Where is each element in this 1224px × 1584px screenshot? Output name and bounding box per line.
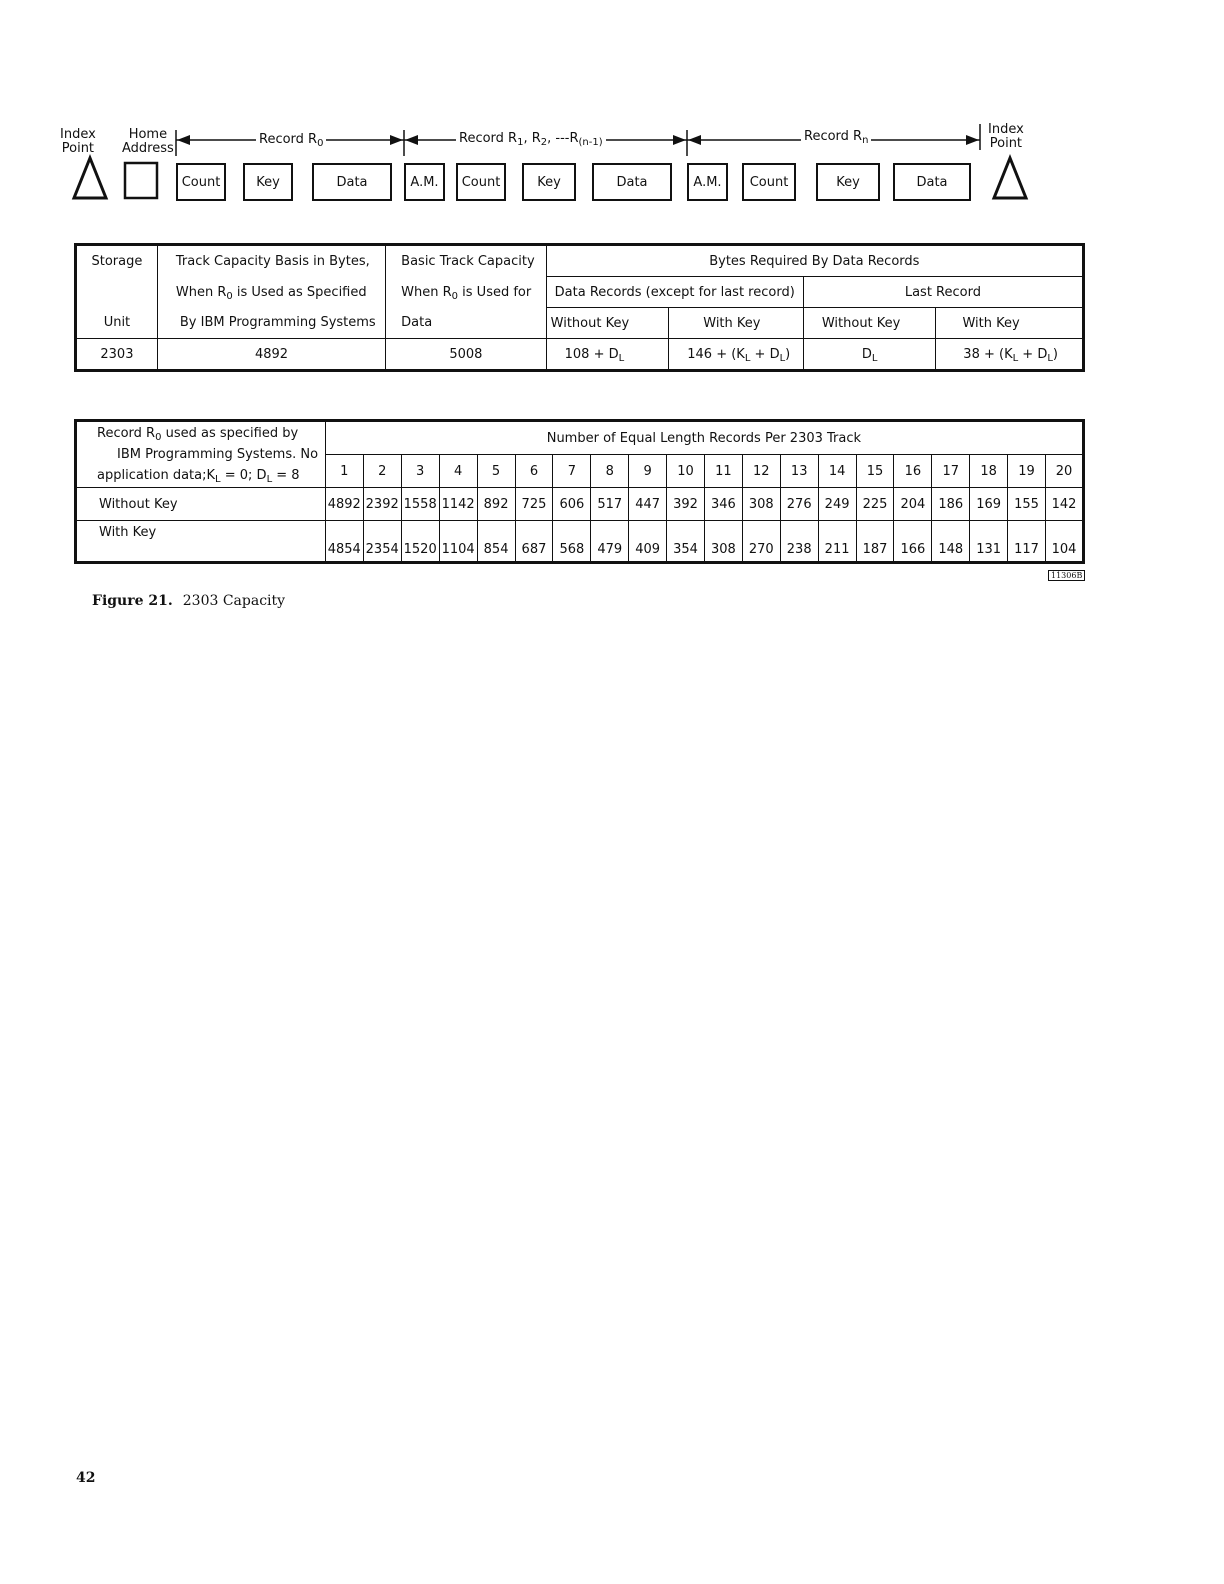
- without-key-cell: 517: [591, 488, 629, 521]
- without-key-cell: 1558: [401, 488, 439, 521]
- with-key-cell: 2354: [363, 521, 401, 563]
- figure-caption: [92, 593, 285, 609]
- am-box-rn: A.M.: [687, 163, 728, 201]
- record-count-cell: 8: [591, 455, 629, 488]
- without-key-cell: 725: [515, 488, 553, 521]
- cell-dr-with-key: $146 + (K_L + D_L)$: [669, 339, 804, 371]
- index-triangle-left-icon: [74, 158, 106, 198]
- header-basic-1: Basic Track Capacity: [386, 245, 546, 277]
- header-bytes-required: Bytes Required By Data Records: [546, 245, 1083, 277]
- without-key-cell: 892: [477, 488, 515, 521]
- cell-unit: 2303: [76, 339, 158, 371]
- index-point-left-label: Index Point: [60, 127, 96, 156]
- record-count-cell: 2: [363, 455, 401, 488]
- without-key-cell: 169: [970, 488, 1008, 521]
- record-count-cell: 17: [932, 455, 970, 488]
- with-key-cell: 238: [780, 521, 818, 563]
- record-count-cell: 3: [401, 455, 439, 488]
- without-key-cell: 447: [629, 488, 667, 521]
- with-key-cell: 1104: [439, 521, 477, 563]
- without-key-cell: 225: [856, 488, 894, 521]
- record-count-cell: 20: [1045, 455, 1083, 488]
- record-count-cell: 4: [439, 455, 477, 488]
- without-key-cell: 2392: [363, 488, 401, 521]
- track-capacity-table: [74, 243, 1085, 372]
- without-key-cell: 1142: [439, 488, 477, 521]
- without-key-cell: 204: [894, 488, 932, 521]
- header-unit: Unit: [76, 308, 158, 339]
- without-key-cell: 346: [704, 488, 742, 521]
- record-count-cell: 11: [704, 455, 742, 488]
- header-track-basis-3: By IBM Programming Systems: [157, 308, 385, 339]
- without-key-cell: 142: [1045, 488, 1083, 521]
- cell-lr-with-key: $38 + (K_L + D_L)$: [936, 339, 1084, 371]
- record-count-cell: 14: [818, 455, 856, 488]
- home-address-label: Home Address: [122, 127, 174, 156]
- figure-number: Figure 21.: [92, 593, 173, 609]
- data-box-r1: Data: [592, 163, 672, 201]
- record-count-cell: 13: [780, 455, 818, 488]
- key-box-r0: Key: [243, 163, 293, 201]
- without-key-cell: 606: [553, 488, 591, 521]
- without-key-cell: 155: [1008, 488, 1046, 521]
- with-key-cell: 148: [932, 521, 970, 563]
- count-box-rn: Count: [742, 163, 796, 201]
- page-number: 42: [76, 1470, 96, 1486]
- without-key-cell: 276: [780, 488, 818, 521]
- with-key-cell: 270: [742, 521, 780, 563]
- index-triangle-right-icon: [994, 158, 1026, 198]
- header-dr-with-key: With Key: [669, 308, 804, 339]
- record-count-cell: 7: [553, 455, 591, 488]
- without-key-cell: 392: [667, 488, 705, 521]
- record-count-cell: 12: [742, 455, 780, 488]
- cell-track-basis: 4892: [157, 339, 385, 371]
- with-key-cell: 131: [970, 521, 1008, 563]
- cell-dr-without-key: $108 + D_L$: [546, 339, 669, 371]
- with-key-cell: 409: [629, 521, 667, 563]
- record-count-cell: 16: [894, 455, 932, 488]
- header-dr-without-key: Without Key: [546, 308, 669, 339]
- index-point-right-label: Index Point: [988, 122, 1024, 151]
- records-header-note: Record $R_0$ used as specified by IBM Programming Systems. No application $data;K_L = 0$; $D_L = 8$: [76, 421, 326, 488]
- with-key-cell: 117: [1008, 521, 1046, 563]
- am-box-r1: A.M.: [404, 163, 445, 201]
- with-key-row: [76, 521, 1084, 563]
- record-count-cell: 18: [970, 455, 1008, 488]
- track-format-diagram: [60, 118, 1150, 218]
- without-key-cell: 186: [932, 488, 970, 521]
- with-key-cell: 354: [667, 521, 705, 563]
- record-count-cell: 1: [325, 455, 363, 488]
- with-key-cell: 479: [591, 521, 629, 563]
- with-key-cell: 166: [894, 521, 932, 563]
- header-track-basis-1: Track Capacity Basis in Bytes,: [157, 245, 385, 277]
- without-key-cell: 249: [818, 488, 856, 521]
- without-key-label: Without Key: [76, 488, 326, 521]
- with-key-cell: 104: [1045, 521, 1083, 563]
- with-key-cell: 568: [553, 521, 591, 563]
- header-storage: Storage: [76, 245, 158, 277]
- key-box-rn: Key: [816, 163, 880, 201]
- header-track-basis-2: When $R_0$ is Used as Specified: [157, 277, 385, 308]
- range-record-rn: Record $R_n$: [801, 129, 871, 144]
- header-last-record: Last Record: [803, 277, 1083, 308]
- without-key-cell: 308: [742, 488, 780, 521]
- header-lr-with-key: With Key: [936, 308, 1084, 339]
- with-key-cell: 1520: [401, 521, 439, 563]
- record-count-cell: 10: [667, 455, 705, 488]
- with-key-cell: 854: [477, 521, 515, 563]
- range-record-r0: Record $R_0$: [256, 132, 326, 147]
- home-address-square: [125, 163, 157, 198]
- record-count-cell: 6: [515, 455, 553, 488]
- range-record-r1: Record $R_1$, $R_2$, $---R_{(n-1)}$: [456, 131, 606, 146]
- without-key-cell: 4892: [325, 488, 363, 521]
- with-key-cell: 687: [515, 521, 553, 563]
- header-basic-2: When $R_0$ is Used for: [386, 277, 546, 308]
- count-box-r0: Count: [176, 163, 226, 201]
- records-title: Number of Equal Length Records Per 2303 Track: [325, 421, 1083, 455]
- key-box-r1: Key: [522, 163, 576, 201]
- record-count-cell: 19: [1008, 455, 1046, 488]
- without-key-row: [76, 488, 1084, 521]
- figure-title: 2303 Capacity: [182, 593, 286, 609]
- count-box-r1: Count: [456, 163, 506, 201]
- record-count-cell: 5: [477, 455, 515, 488]
- with-key-cell: 4854: [325, 521, 363, 563]
- data-box-rn: Data: [893, 163, 971, 201]
- header-data-records: Data Records (except for last record): [546, 277, 803, 308]
- figure-code: 11306B: [1048, 570, 1085, 581]
- header-lr-without-key: Without Key: [803, 308, 936, 339]
- with-key-cell: 211: [818, 521, 856, 563]
- cell-lr-without-key: $D_L$: [803, 339, 936, 371]
- with-key-label: With Key: [76, 521, 326, 563]
- with-key-cell: 187: [856, 521, 894, 563]
- header-basic-3: Data: [386, 308, 546, 339]
- record-count-cell: 15: [856, 455, 894, 488]
- cell-basic: 5008: [386, 339, 546, 371]
- data-box-r0: Data: [312, 163, 392, 201]
- with-key-cell: 308: [704, 521, 742, 563]
- records-per-track-table: [74, 419, 1085, 564]
- record-count-cell: 9: [629, 455, 667, 488]
